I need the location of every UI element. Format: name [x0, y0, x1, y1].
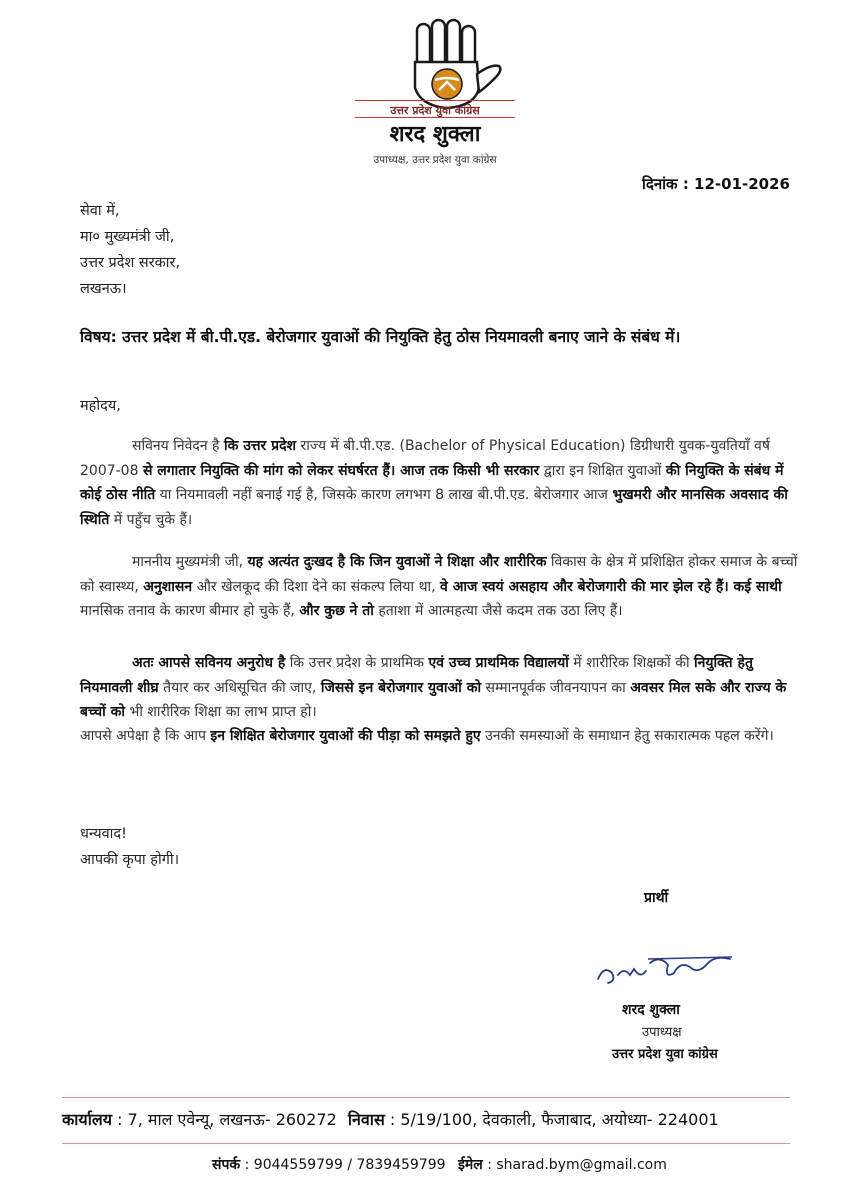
subject-line: विषय: उत्तर प्रदेश में बी.पी.एड. बेरोजगार युवाओं की नियुक्ति हेतु ठोस नियमावली बनाए जाने के संबंध में। [80, 328, 681, 346]
date-line: दिनांक : 12-01-2026 [641, 175, 790, 193]
p2-text-i: हताशा में आत्महत्या जैसे कदम तक उठा लिए हैं। [373, 603, 623, 619]
p1-bold-h: भुखमरी और मानसिक अवसाद की स्थिति [80, 487, 788, 528]
paragraph-1 [80, 434, 800, 532]
p1-text-a: सविनय निवेदन है [132, 438, 224, 454]
p2-text-g: मानसिक तनाव के कारण बीमार हो चुके हैं, [80, 603, 300, 619]
recipient-line-1: सेवा में, [80, 203, 120, 219]
p2-bold-f: वे आज स्वयं असहाय और बेरोजगारी की मार झेल रहे हैं। कई साथी [440, 578, 782, 595]
signatory-name: शरद शुक्ला [622, 1002, 680, 1018]
residence-value: 5/19/100, देवकाली, फैजाबाद, अयोध्या- 224001 [400, 1110, 719, 1129]
p1-text-i: में पहुँच चुके हैं। [109, 511, 193, 528]
p3-text-b: कि उत्तर प्रदेश के प्राथमिक [285, 655, 429, 671]
p3-text-h: सम्मानपूर्वक जीवनयापन का [481, 679, 631, 696]
p2-text-a: माननीय मुख्यमंत्री जी, [132, 554, 248, 570]
p3-text-f: तैयार कर अधिसूचित की जाए, [158, 679, 321, 696]
recipient-line-3: उत्तर प्रदेश सरकार, [80, 255, 181, 271]
paragraph-4 [80, 724, 800, 749]
recipient-line-4: लखनऊ। [80, 281, 127, 297]
letterhead-designation: उपाध्यक्ष, उत्तर प्रदेश युवा कांग्रेस [373, 154, 497, 166]
p1-text-g: या नियमावली नहीं बनाई गई है, जिसके कारण लगभग 8 लाख बी.पी.एड. बेरोजगार आज [155, 487, 613, 503]
office-address: कार्यालय : 7, माल एवेन्यू, लखनऊ- 260272 निवास : 5/19/100, देवकाली, फैजाबाद, अयोध्या- 224001 [62, 1110, 719, 1129]
paragraph-2 [80, 550, 800, 624]
date-value: 12-01-2026 [694, 175, 790, 193]
footer-divider-top [62, 1097, 790, 1098]
footer-divider-bottom [62, 1143, 790, 1144]
thanks-line: धन्यवाद! [80, 826, 127, 842]
kripa-line: आपकी कृपा होगी। [80, 852, 180, 868]
signatory-org: उत्तर प्रदेश युवा कांग्रेस [612, 1047, 718, 1062]
p1-text-e: द्वारा इन शिक्षित युवाओं [539, 462, 666, 479]
contact-value: 9044559799 / 7839459799 [253, 1157, 446, 1173]
p3-bold-c: एवं उच्च प्राथमिक विद्यालयों [428, 655, 569, 671]
office-value: 7, माल एवेन्यू, लखनऊ- 260272 [127, 1110, 337, 1129]
p2-bold-b: यह अत्यंत दुःखद है कि जिन युवाओं ने शिक्षा और शारीरिक [247, 554, 547, 570]
congress-hand-logo [395, 18, 513, 110]
p4-text-a: आपसे अपेक्षा है कि आप [80, 728, 211, 744]
p1-bold-d: से लगातार नियुक्ति की मांग को लेकर संघर्षरत हैं। आज तक किसी भी सरकार [142, 462, 540, 479]
p3-bold-i: अवसर मिल सके और राज्य के बच्चों को [80, 679, 787, 720]
date-label: दिनांक [641, 175, 678, 193]
letterhead-name: शरद शुक्ला [389, 122, 481, 147]
p2-bold-d: अनुशासन [143, 578, 193, 595]
letterhead-org: उत्तर प्रदेश युवा कांग्रेस [390, 104, 480, 117]
paragraph-3 [80, 651, 800, 725]
p3-bold-e: नियुक्ति हेतु नियमावली शीघ्र [80, 655, 753, 696]
contact-line: संपर्क : 9044559799 / 7839459799 ईमेल : sharad.bym@gmail.com [212, 1157, 667, 1173]
p4-bold-b: इन शिक्षित बेरोजगार युवाओं की पीड़ा को समझते हुए [210, 728, 481, 744]
office-label: कार्यालय [62, 1110, 112, 1129]
p3-text-j: भी शारीरिक शिक्षा का लाभ प्राप्त हो। [125, 704, 317, 720]
email-value[interactable]: sharad.bym@gmail.com [496, 1157, 667, 1173]
residence-label: निवास [347, 1110, 385, 1129]
signatory-designation: उपाध्यक्ष [642, 1025, 682, 1040]
p3-bold-g: जिससे इन बेरोजगार युवाओं को [320, 679, 482, 696]
handwritten-signature [590, 945, 740, 993]
p1-bold-b: कि उत्तर प्रदेश [223, 438, 297, 454]
p3-text-d: में शारीरिक शिक्षकों की [568, 655, 695, 671]
p2-text-c: विकास के क्षेत्र में प्रशिक्षित होकर समाज के बच्चों को स्वास्थ्य, [80, 554, 798, 595]
p4-text-c: उनकी समस्याओं के समाधान हेतु सकारात्मक पहल करेंगे। [480, 728, 774, 744]
salutation: महोदय, [80, 398, 121, 414]
p2-text-e: और खेलकूद की दिशा देने का संकल्प लिया था, [192, 578, 441, 595]
p1-bold-f: की नियुक्ति के संबंध में कोई ठोस नीति [80, 462, 784, 503]
applicant-label: प्रार्थी [644, 890, 669, 906]
p2-bold-h: और कुछ ने तो [299, 603, 374, 619]
contact-label: संपर्क [212, 1157, 241, 1173]
recipient-line-2: मा० मुख्यमंत्री जी, [80, 229, 175, 245]
email-label: ईमेल [458, 1157, 483, 1173]
p3-bold-a: अतः आपसे सविनय अनुरोध है [132, 655, 286, 671]
p1-text-c: राज्य में बी.पी.एड. (Bachelor of Physical Education) डिग्रीधारी युवक-युवतियाँ वर्ष 2007-08 [80, 438, 770, 479]
